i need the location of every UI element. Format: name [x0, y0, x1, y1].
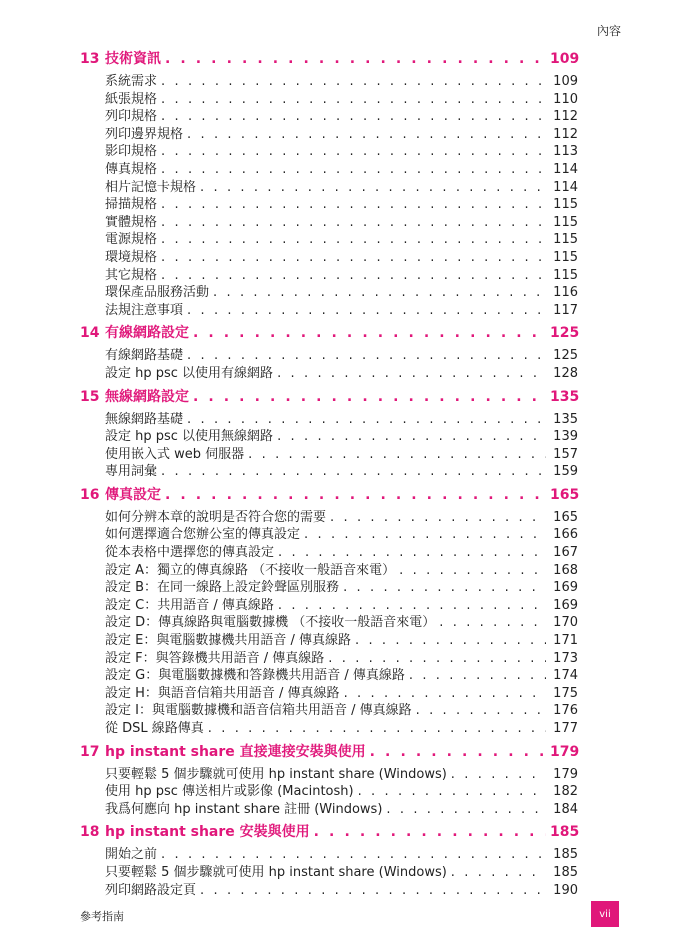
dot-leader: [187, 303, 546, 318]
chapter-heading[interactable]: [80, 741, 578, 763]
entry-page: 117: [553, 302, 578, 318]
entry-title: 設定 A：獨立的傳真線路 （不接收一般語音來電）: [105, 562, 396, 578]
dot-leader: [161, 144, 546, 159]
entry-page: 112: [553, 126, 578, 142]
chapter-number: 15: [80, 388, 100, 405]
entry-page: 113: [553, 144, 578, 160]
entry-title: 影印規格: [105, 144, 158, 160]
toc-entry[interactable]: [105, 176, 578, 194]
entry-page: 182: [553, 784, 578, 800]
toc-entry[interactable]: [105, 843, 578, 861]
entry-page: 185: [553, 864, 578, 880]
toc-entry[interactable]: [105, 299, 578, 317]
toc-entry[interactable]: [105, 576, 578, 594]
toc-entry[interactable]: [105, 362, 578, 380]
entry-title: 從本表格中選擇您的傳真設定: [105, 545, 275, 561]
dot-leader: [161, 74, 546, 89]
dot-leader: [161, 215, 546, 230]
toc-entry[interactable]: [105, 861, 578, 879]
entry-page: 174: [553, 668, 578, 684]
dot-leader: [358, 784, 546, 799]
entry-title: 無線網路基礎: [105, 411, 184, 427]
entry-title: 設定 B：在同一線路上設定鈴聲區別服務: [105, 580, 340, 596]
entry-page: 112: [553, 109, 578, 125]
entry-title: 只要輕鬆 5 個步驟就可使用 hp instant share (Windows): [105, 766, 447, 782]
entry-title: 設定 hp psc 以使用有線網路: [105, 365, 274, 381]
entry-page: 173: [553, 650, 578, 666]
toc-entry[interactable]: [105, 798, 578, 816]
dot-leader: [409, 668, 546, 683]
toc-entry[interactable]: [105, 682, 578, 700]
chapter-number: 16: [80, 486, 100, 503]
entry-page: 115: [553, 197, 578, 213]
entry-page: 159: [553, 464, 578, 480]
dot-leader: [451, 767, 546, 782]
toc-entry[interactable]: [105, 506, 578, 524]
dot-leader: [439, 615, 546, 630]
entry-title: 電源規格: [105, 232, 158, 248]
dot-leader: [187, 127, 546, 142]
entry-page: 165: [553, 509, 578, 525]
entry-page: 168: [553, 562, 578, 578]
entry-title: 設定 E：與電腦數據機共用語音 / 傳真線路: [105, 633, 351, 649]
entry-title: 有線網路基礎: [105, 348, 184, 364]
toc-entry[interactable]: [105, 211, 578, 229]
entry-title: 列印邊界規格: [105, 126, 184, 142]
toc-entry[interactable]: [105, 541, 578, 559]
dot-leader: [399, 563, 546, 578]
chapter-title: 傳真設定: [105, 486, 161, 503]
page-number-badge: vii: [591, 901, 619, 927]
entry-title: 只要輕鬆 5 個步驟就可使用 hp instant share (Windows): [105, 864, 447, 880]
chapter-number: 18: [80, 824, 100, 841]
chapter-title: 無線網路設定: [105, 388, 189, 405]
entry-page: 115: [553, 249, 578, 265]
chapter-title: hp instant share 直接連接安裝與使用: [105, 743, 366, 760]
chapter-page: 109: [550, 51, 580, 67]
toc-entry[interactable]: [105, 699, 578, 717]
toc-entry[interactable]: [105, 264, 578, 282]
entry-title: 掃描規格: [105, 197, 158, 213]
entry-title: 其它規格: [105, 267, 158, 283]
entry-page: 184: [553, 801, 578, 817]
chapter-page: 185: [550, 824, 580, 841]
chapter-page: 179: [550, 743, 580, 760]
toc-entry[interactable]: [105, 425, 578, 443]
toc-entry[interactable]: [105, 344, 578, 362]
chapter-page: 125: [550, 325, 580, 342]
dot-leader: [161, 232, 546, 247]
dot-leader: [193, 389, 546, 405]
toc-entry[interactable]: [105, 443, 578, 461]
dot-leader: [416, 703, 546, 718]
entry-page: 125: [553, 348, 578, 364]
chapter-heading[interactable]: [80, 48, 578, 70]
toc-entry[interactable]: [105, 158, 578, 176]
chapter-page: 165: [550, 486, 580, 503]
toc-entry[interactable]: [105, 763, 578, 781]
chapter-heading[interactable]: [80, 821, 578, 843]
toc-entry[interactable]: [105, 780, 578, 798]
chapter-heading[interactable]: [80, 484, 578, 506]
entry-title: 設定 H：與語音信箱共用語音 / 傳真線路: [105, 685, 340, 701]
entry-page: 116: [553, 285, 578, 301]
running-header: 內容: [596, 24, 621, 38]
entry-page: 114: [553, 161, 578, 177]
dot-leader: [165, 487, 546, 503]
dot-leader: [200, 180, 546, 195]
entry-title: 設定 D：傳真線路與電腦數據機 （不接收一般語音來電）: [105, 615, 436, 631]
toc-entry[interactable]: [105, 193, 578, 211]
entry-title: 設定 I：與電腦數據機和語音信箱共用語音 / 傳真線路: [105, 703, 412, 719]
chapter-title: 有線網路設定: [105, 325, 189, 342]
toc-entry[interactable]: [105, 559, 578, 577]
dot-leader: [193, 325, 546, 341]
entry-page: 190: [553, 882, 578, 898]
chapter-13: [80, 48, 578, 316]
chapter-17: [80, 741, 578, 816]
dot-leader: [386, 802, 546, 817]
toc-entry[interactable]: [105, 664, 578, 682]
entry-title: 開始之前: [105, 847, 158, 863]
toc-entry[interactable]: [105, 140, 578, 158]
entry-title: 設定 F：與答錄機共用語音 / 傳真線路: [105, 650, 325, 666]
entry-page: 114: [553, 179, 578, 195]
entry-title: 從 DSL 線路傳真: [105, 721, 204, 736]
dot-leader: [161, 92, 546, 107]
entry-title: 紙張規格: [105, 91, 158, 107]
entry-title: 設定 hp psc 以使用無線網路: [105, 429, 274, 445]
entry-title: 環保產品服務活動: [105, 285, 210, 301]
dot-leader: [248, 447, 546, 462]
chapter-15: [80, 386, 578, 478]
dot-leader: [314, 824, 546, 840]
entry-page: 115: [553, 214, 578, 230]
toc-entry[interactable]: [105, 246, 578, 264]
chapter-number: 17: [80, 743, 100, 760]
toc-entry[interactable]: [105, 70, 578, 88]
chapter-title: 技術資訊: [105, 51, 161, 67]
toc-entry[interactable]: [105, 523, 578, 541]
toc-entry[interactable]: [105, 460, 578, 478]
entry-page: 175: [553, 685, 578, 701]
entry-title: 設定 C：共用語音 / 傳真線路: [105, 597, 274, 613]
entry-title: 實體規格: [105, 214, 158, 230]
dot-leader: [161, 197, 546, 212]
entry-page: 139: [553, 429, 578, 445]
toc-entry[interactable]: [105, 228, 578, 246]
chapter-18: [80, 821, 578, 896]
entry-page: 110: [553, 91, 578, 107]
entry-title: 列印規格: [105, 109, 158, 125]
chapter-heading[interactable]: [80, 322, 578, 344]
entry-title: 設定 G：與電腦數據機和答錄機共用語音 / 傳真線路: [105, 668, 405, 684]
entry-page: 169: [553, 580, 578, 596]
dot-leader: [208, 721, 546, 736]
entry-page: 169: [553, 597, 578, 613]
dot-leader: [161, 162, 546, 177]
entry-page: 176: [553, 703, 578, 719]
chapter-title: hp instant share 安裝與使用: [105, 824, 310, 841]
toc-entry[interactable]: [105, 717, 578, 735]
chapter-14: [80, 322, 578, 379]
entry-page: 167: [553, 545, 578, 561]
dot-leader: [330, 510, 546, 525]
toc-entry[interactable]: [105, 647, 578, 665]
chapter-heading[interactable]: [80, 386, 578, 408]
toc-entry[interactable]: [105, 88, 578, 106]
dot-leader: [161, 464, 546, 479]
entry-title: 環境規格: [105, 249, 158, 265]
entry-page: 177: [553, 721, 578, 736]
dot-leader: [165, 51, 546, 67]
footer-guide-title: 參考指南: [80, 910, 124, 923]
entry-page: 157: [553, 446, 578, 462]
entry-title: 系統需求: [105, 74, 158, 89]
entry-title: 列印網路設定頁: [105, 882, 197, 898]
toc-entry[interactable]: [105, 281, 578, 299]
entry-title: 相片記憶卡規格: [105, 179, 197, 195]
entry-page: 115: [553, 267, 578, 283]
entry-title: 使用嵌入式 web 伺服器: [105, 446, 245, 462]
entry-page: 170: [553, 615, 578, 631]
entry-page: 179: [553, 766, 578, 782]
entry-title: 使用 hp psc 傳送相片或影像 (Macintosh): [105, 784, 354, 800]
dot-leader: [355, 633, 546, 648]
entry-title: 如何選擇適合您辦公室的傳真設定: [105, 527, 301, 543]
dot-leader: [343, 580, 546, 595]
dot-leader: [451, 865, 546, 880]
dot-leader: [161, 250, 546, 265]
chapter-page: 135: [550, 388, 580, 405]
toc-entry[interactable]: [105, 629, 578, 647]
entry-title: 專用詞彙: [105, 464, 158, 480]
dot-leader: [161, 109, 546, 124]
entry-page: 115: [553, 232, 578, 248]
dot-leader: [304, 527, 546, 542]
dot-leader: [277, 429, 546, 444]
chapter-number: 14: [80, 325, 100, 342]
entry-title: 如何分辨本章的說明是否符合您的需要: [105, 509, 327, 525]
toc-entry[interactable]: [105, 594, 578, 612]
dot-leader: [161, 268, 546, 283]
toc-entry[interactable]: [105, 408, 578, 426]
dot-leader: [200, 883, 546, 898]
dot-leader: [213, 285, 546, 300]
entry-page: 135: [553, 411, 578, 427]
entry-page: 171: [553, 633, 578, 649]
toc-entry[interactable]: [105, 123, 578, 141]
toc-entry[interactable]: [105, 105, 578, 123]
entry-title: 傳真規格: [105, 161, 158, 177]
entry-page: 128: [553, 365, 578, 381]
entry-page: 109: [553, 74, 578, 89]
entry-title: 法規注意事項: [105, 302, 184, 318]
entry-page: 185: [553, 847, 578, 863]
toc-entry[interactable]: [105, 611, 578, 629]
toc-entry[interactable]: [105, 879, 578, 897]
table-of-contents: [80, 48, 578, 902]
entry-title: 我爲何應向 hp instant share 註冊 (Windows): [105, 801, 383, 817]
entry-page: 166: [553, 527, 578, 543]
chapter-number: 13: [80, 51, 100, 67]
dot-leader: [370, 744, 546, 760]
chapter-16: [80, 484, 578, 735]
dot-leader: [277, 366, 546, 381]
